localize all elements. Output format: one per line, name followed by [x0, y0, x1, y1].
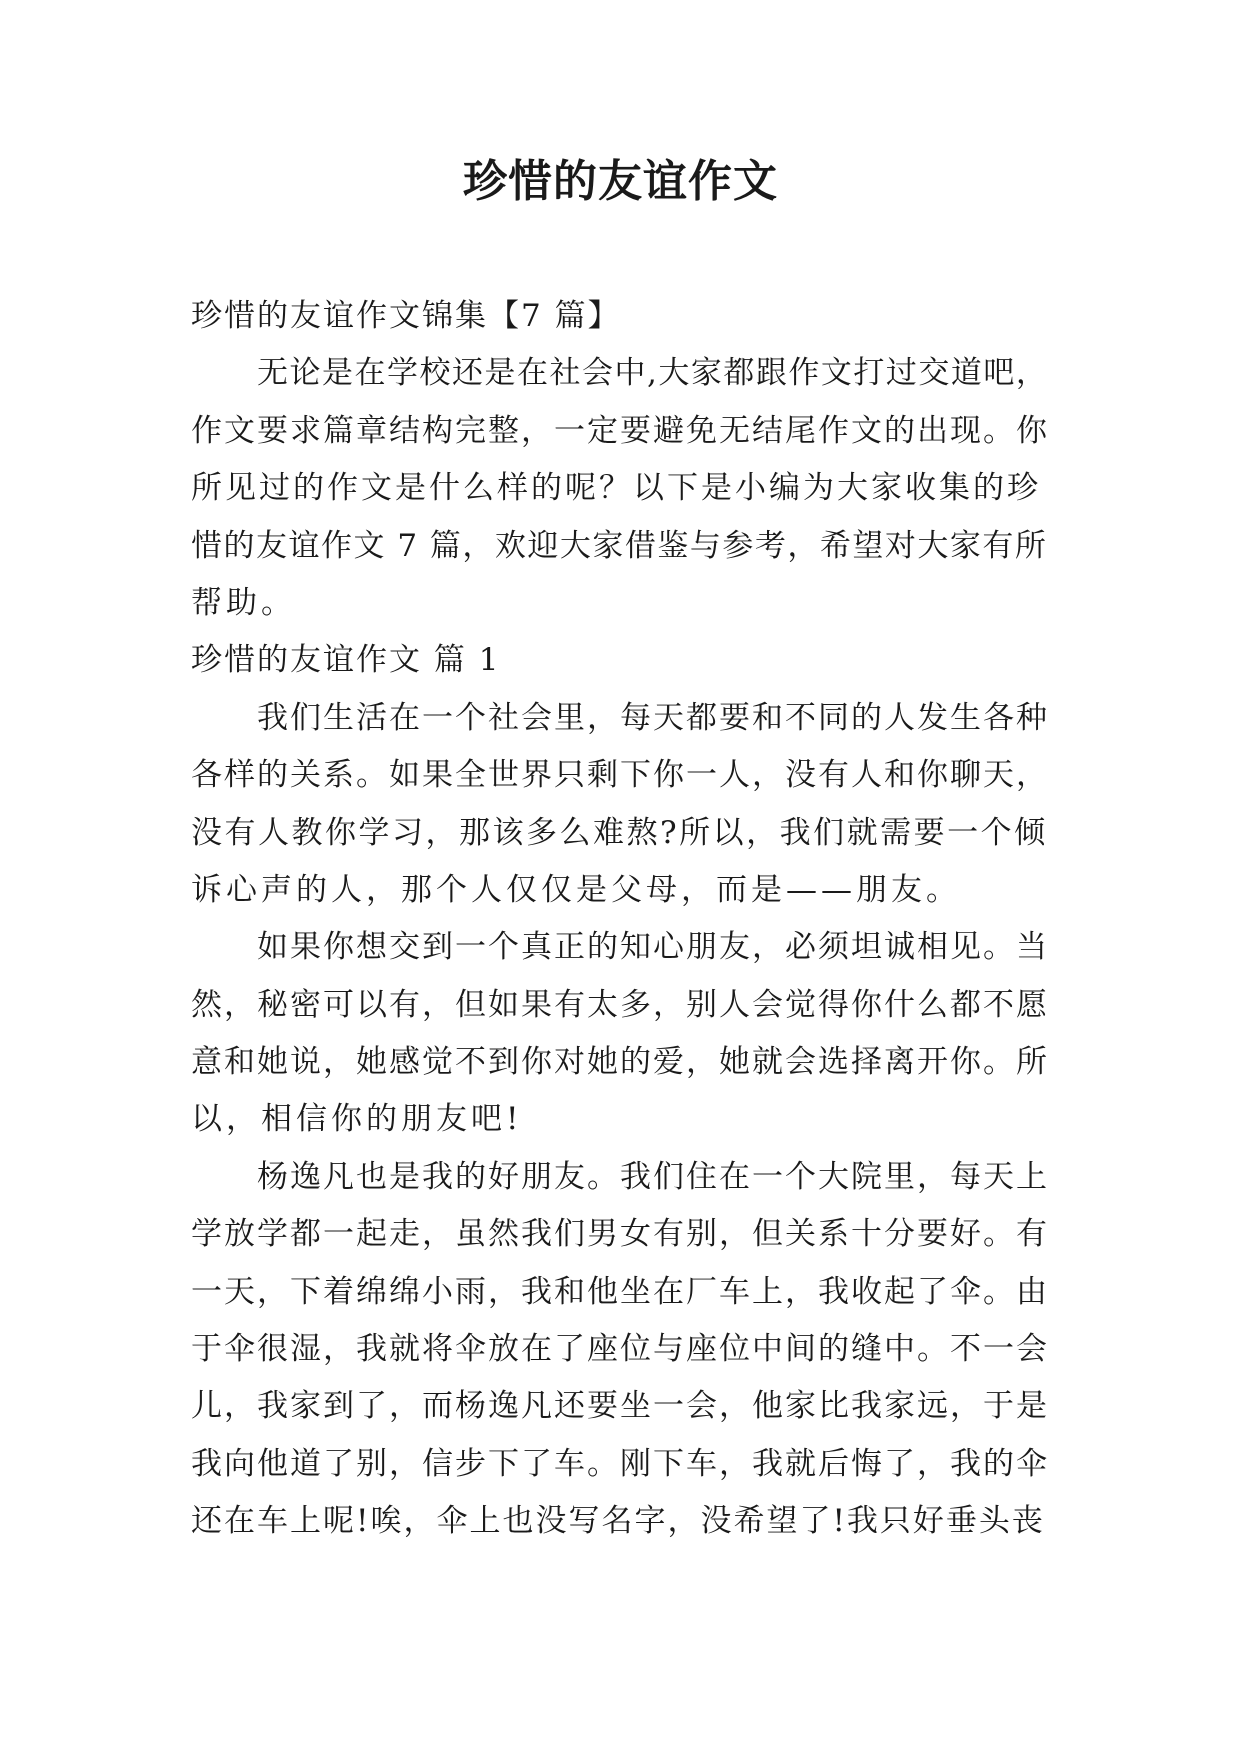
paragraph-line: 一天，下着绵绵小雨，我和他坐在厂车上，我收起了伞。由	[191, 1273, 1049, 1310]
paragraph-line: 如果你想交到一个真正的知心朋友，必须坦诚相见。当	[257, 929, 1049, 966]
document-body	[191, 288, 1053, 1551]
paragraph-line: 没有人教你学习，那该多么难熬?所以，我们就需要一个倾	[191, 814, 1048, 851]
paragraph-line: 意和她说，她感觉不到你对她的爱，她就会选择离开你。所	[191, 1044, 1049, 1081]
paragraph-line: 帮助。	[191, 584, 296, 621]
paragraph-line: 学放学都一起走，虽然我们男女有别，但关系十分要好。有	[191, 1216, 1049, 1253]
paragraph-line: 以，相信你的朋友吧!	[191, 1101, 523, 1138]
paragraph-line: 我们生活在一个社会里，每天都要和不同的人发生各种	[257, 699, 1049, 736]
section-heading: 珍惜的友谊作文锦集【7 篇】	[191, 298, 621, 334]
paragraph-line: 杨逸凡也是我的好朋友。我们住在一个大院里，每天上	[257, 1158, 1049, 1195]
paragraph-line: 我向他道了别，信步下了车。刚下车，我就后悔了，我的伞	[191, 1445, 1049, 1482]
paragraph-line: 还在车上呢!唉，伞上也没写名字，没希望了!我只好垂头丧	[191, 1503, 1045, 1540]
paragraph-line: 无论是在学校还是在社会中,大家都跟作文打过交道吧，	[257, 355, 1049, 392]
paragraph-line: 所见过的作文是什么样的呢？以下是小编为大家收集的珍	[191, 470, 1041, 507]
paragraph-line: 于伞很湿，我就将伞放在了座位与座位中间的缝中。不一会	[191, 1331, 1049, 1368]
paragraph-line: 儿，我家到了，而杨逸凡还要坐一会，他家比我家远，于是	[191, 1388, 1049, 1425]
paragraph-line: 各样的关系。如果全世界只剩下你一人，没有人和你聊天，	[191, 757, 1049, 794]
section-heading: 珍惜的友谊作文 篇 1	[191, 642, 501, 679]
paragraph-line: 诉心声的人，那个人仅仅是父母，而是——朋友。	[191, 871, 961, 908]
paragraph-line: 作文要求篇章结构完整，一定要避免无结尾作文的出现。你	[191, 412, 1049, 449]
paragraph-line: 惜的友谊作文 7 篇，欢迎大家借鉴与参考，希望对大家有所	[191, 527, 1048, 564]
document-title: 珍惜的友谊作文	[463, 156, 778, 207]
paragraph-line: 然，秘密可以有，但如果有太多，别人会觉得你什么都不愿	[191, 986, 1049, 1023]
